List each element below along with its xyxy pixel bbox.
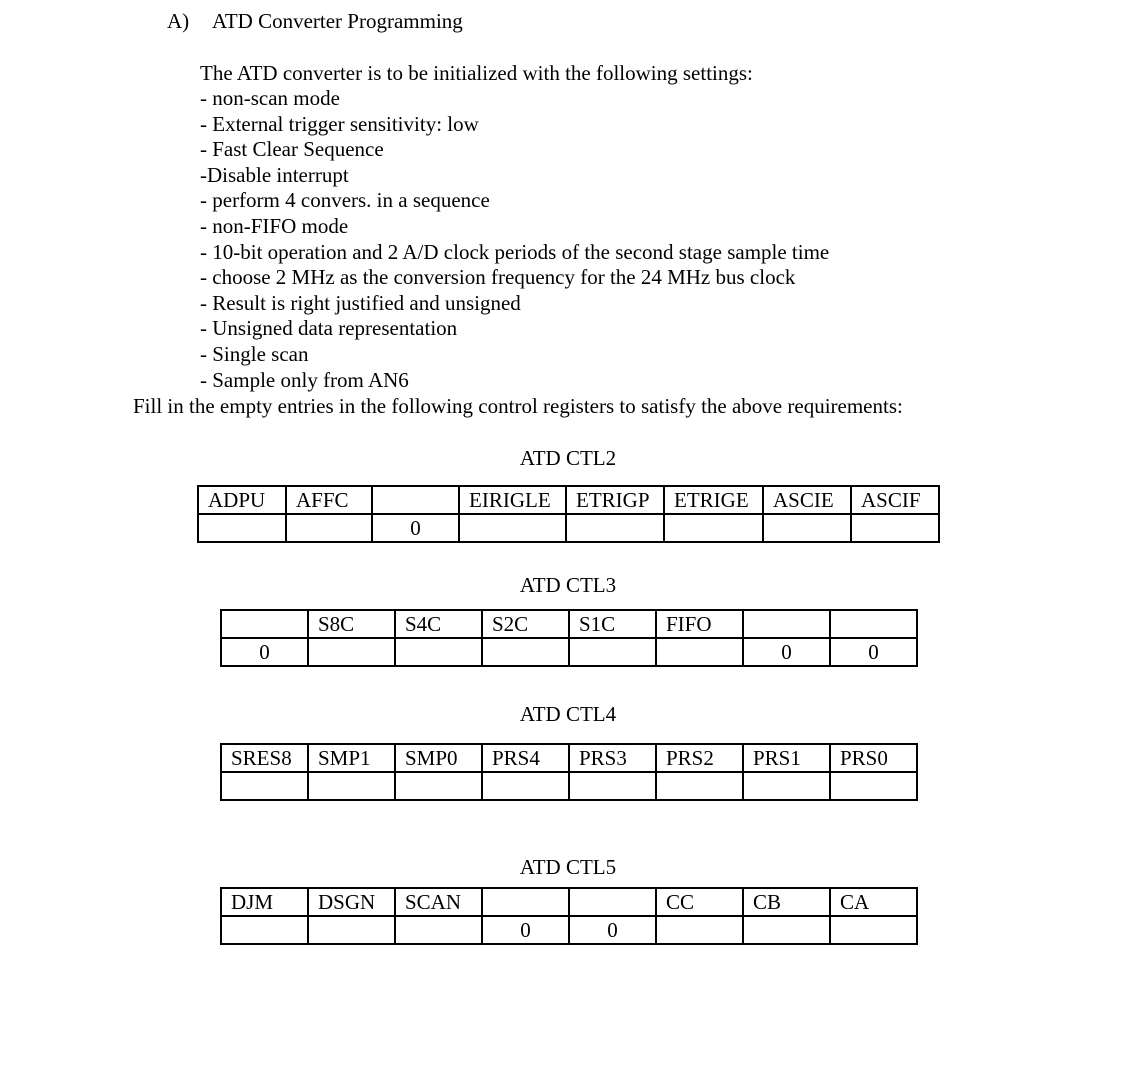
bit-value-cell[interactable] (851, 514, 939, 542)
bit-name-row (198, 486, 939, 514)
bit-name-cell: ETRIGE (664, 486, 763, 514)
bit-name-cell: CC (656, 888, 743, 916)
bit-value-cell[interactable] (459, 514, 566, 542)
bit-value-cell[interactable] (221, 772, 308, 800)
section-title: ATD Converter Programming (212, 9, 463, 33)
bit-name-cell: CB (743, 888, 830, 916)
bit-value-cell[interactable] (395, 638, 482, 666)
bit-name-cell (830, 610, 917, 638)
register-title-ctl2: ATD CTL2 (519, 446, 617, 470)
bit-value-cell[interactable] (566, 514, 664, 542)
bit-value-cell[interactable] (743, 772, 830, 800)
requirement-item: - non-FIFO mode (200, 213, 349, 238)
requirement-item: - choose 2 MHz as the conversion frequency for the 24 MHz bus clock (200, 265, 796, 290)
bit-name-cell: SCAN (395, 888, 482, 916)
bit-value-cell[interactable] (569, 638, 656, 666)
requirement-item: - non-scan mode (200, 86, 340, 110)
bit-name-cell (569, 888, 656, 916)
bit-value-cell[interactable]: 0 (372, 514, 459, 542)
bit-value-cell[interactable] (221, 916, 308, 944)
bit-name-cell: S8C (308, 610, 395, 638)
bit-value-row (221, 638, 917, 666)
bit-name-row (221, 744, 917, 772)
bit-name-cell: PRS3 (569, 744, 656, 772)
bit-name-cell (221, 610, 308, 638)
bit-name-cell: FIFO (656, 610, 743, 638)
requirement-item: - Sample only from AN6 (200, 367, 409, 392)
bit-name-cell: ADPU (198, 486, 286, 514)
bit-name-cell: S2C (482, 610, 569, 638)
register-table-ctl5 (220, 887, 918, 945)
bit-name-cell: S1C (569, 610, 656, 638)
bit-value-cell[interactable] (308, 772, 395, 800)
bit-name-cell (372, 486, 459, 514)
bit-name-cell: DSGN (308, 888, 395, 916)
bit-value-cell[interactable] (308, 916, 395, 944)
bit-value-cell[interactable] (569, 772, 656, 800)
bit-name-cell: PRS1 (743, 744, 830, 772)
bit-value-cell[interactable]: 0 (830, 638, 917, 666)
bit-name-cell (482, 888, 569, 916)
section-number: A) (167, 9, 190, 33)
bit-value-row (221, 916, 917, 944)
bit-value-cell[interactable] (482, 772, 569, 800)
bit-value-cell[interactable] (656, 772, 743, 800)
intro-text: The ATD converter is to be initialized with the following settings: (200, 61, 753, 85)
bit-value-row (198, 514, 939, 542)
bit-value-cell[interactable] (395, 916, 482, 944)
bit-value-cell[interactable] (830, 772, 917, 800)
requirement-item: - 10-bit operation and 2 A/D clock periods of the second stage sample time (200, 239, 830, 264)
bit-name-cell: PRS2 (656, 744, 743, 772)
bit-value-cell[interactable] (198, 514, 286, 542)
bit-value-cell[interactable]: 0 (482, 916, 569, 944)
bit-name-cell: SMP1 (308, 744, 395, 772)
bit-value-cell[interactable] (656, 916, 743, 944)
register-table-ctl2 (197, 485, 940, 543)
requirement-item: - Single scan (200, 341, 309, 366)
register-table-ctl4 (220, 743, 918, 801)
requirement-item: - Result is right justified and unsigned (200, 290, 521, 315)
register-title-ctl4: ATD CTL4 (519, 702, 617, 726)
bit-name-cell: DJM (221, 888, 308, 916)
requirement-item: - External trigger sensitivity: low (200, 111, 479, 136)
bit-value-cell[interactable] (743, 916, 830, 944)
bit-name-cell: SRES8 (221, 744, 308, 772)
instruction-text: Fill in the empty entries in the following control registers to satisfy the above requirements: (133, 394, 903, 418)
requirements-list (200, 86, 829, 393)
bit-value-cell[interactable]: 0 (569, 916, 656, 944)
register-table-ctl3 (220, 609, 918, 667)
bit-name-cell: ASCIE (763, 486, 851, 514)
bit-value-cell[interactable] (763, 514, 851, 542)
bit-name-cell: PRS4 (482, 744, 569, 772)
bit-name-cell: S4C (395, 610, 482, 638)
bit-value-cell[interactable] (830, 916, 917, 944)
register-title-ctl5: ATD CTL5 (519, 855, 617, 879)
bit-name-cell: ETRIGP (566, 486, 664, 514)
bit-name-cell: ASCIF (851, 486, 939, 514)
bit-value-cell[interactable] (482, 638, 569, 666)
bit-value-cell[interactable] (656, 638, 743, 666)
section-heading (167, 9, 463, 34)
bit-value-cell[interactable] (664, 514, 763, 542)
bit-value-cell[interactable] (395, 772, 482, 800)
bit-value-cell[interactable] (286, 514, 372, 542)
requirement-item: - Unsigned data representation (200, 316, 458, 341)
bit-value-row (221, 772, 917, 800)
requirement-item: - perform 4 convers. in a sequence (200, 188, 490, 213)
bit-name-cell: AFFC (286, 486, 372, 514)
bit-name-cell (743, 610, 830, 638)
bit-name-row (221, 888, 917, 916)
bit-name-cell: EIRIGLE (459, 486, 566, 514)
register-title-ctl3: ATD CTL3 (519, 573, 617, 597)
requirement-item: -Disable interrupt (200, 162, 349, 187)
bit-name-cell: CA (830, 888, 917, 916)
bit-name-cell: PRS0 (830, 744, 917, 772)
bit-name-row (221, 610, 917, 638)
bit-value-cell[interactable]: 0 (743, 638, 830, 666)
bit-name-cell: SMP0 (395, 744, 482, 772)
requirement-item: - Fast Clear Sequence (200, 137, 384, 162)
bit-value-cell[interactable] (308, 638, 395, 666)
bit-value-cell[interactable]: 0 (221, 638, 308, 666)
